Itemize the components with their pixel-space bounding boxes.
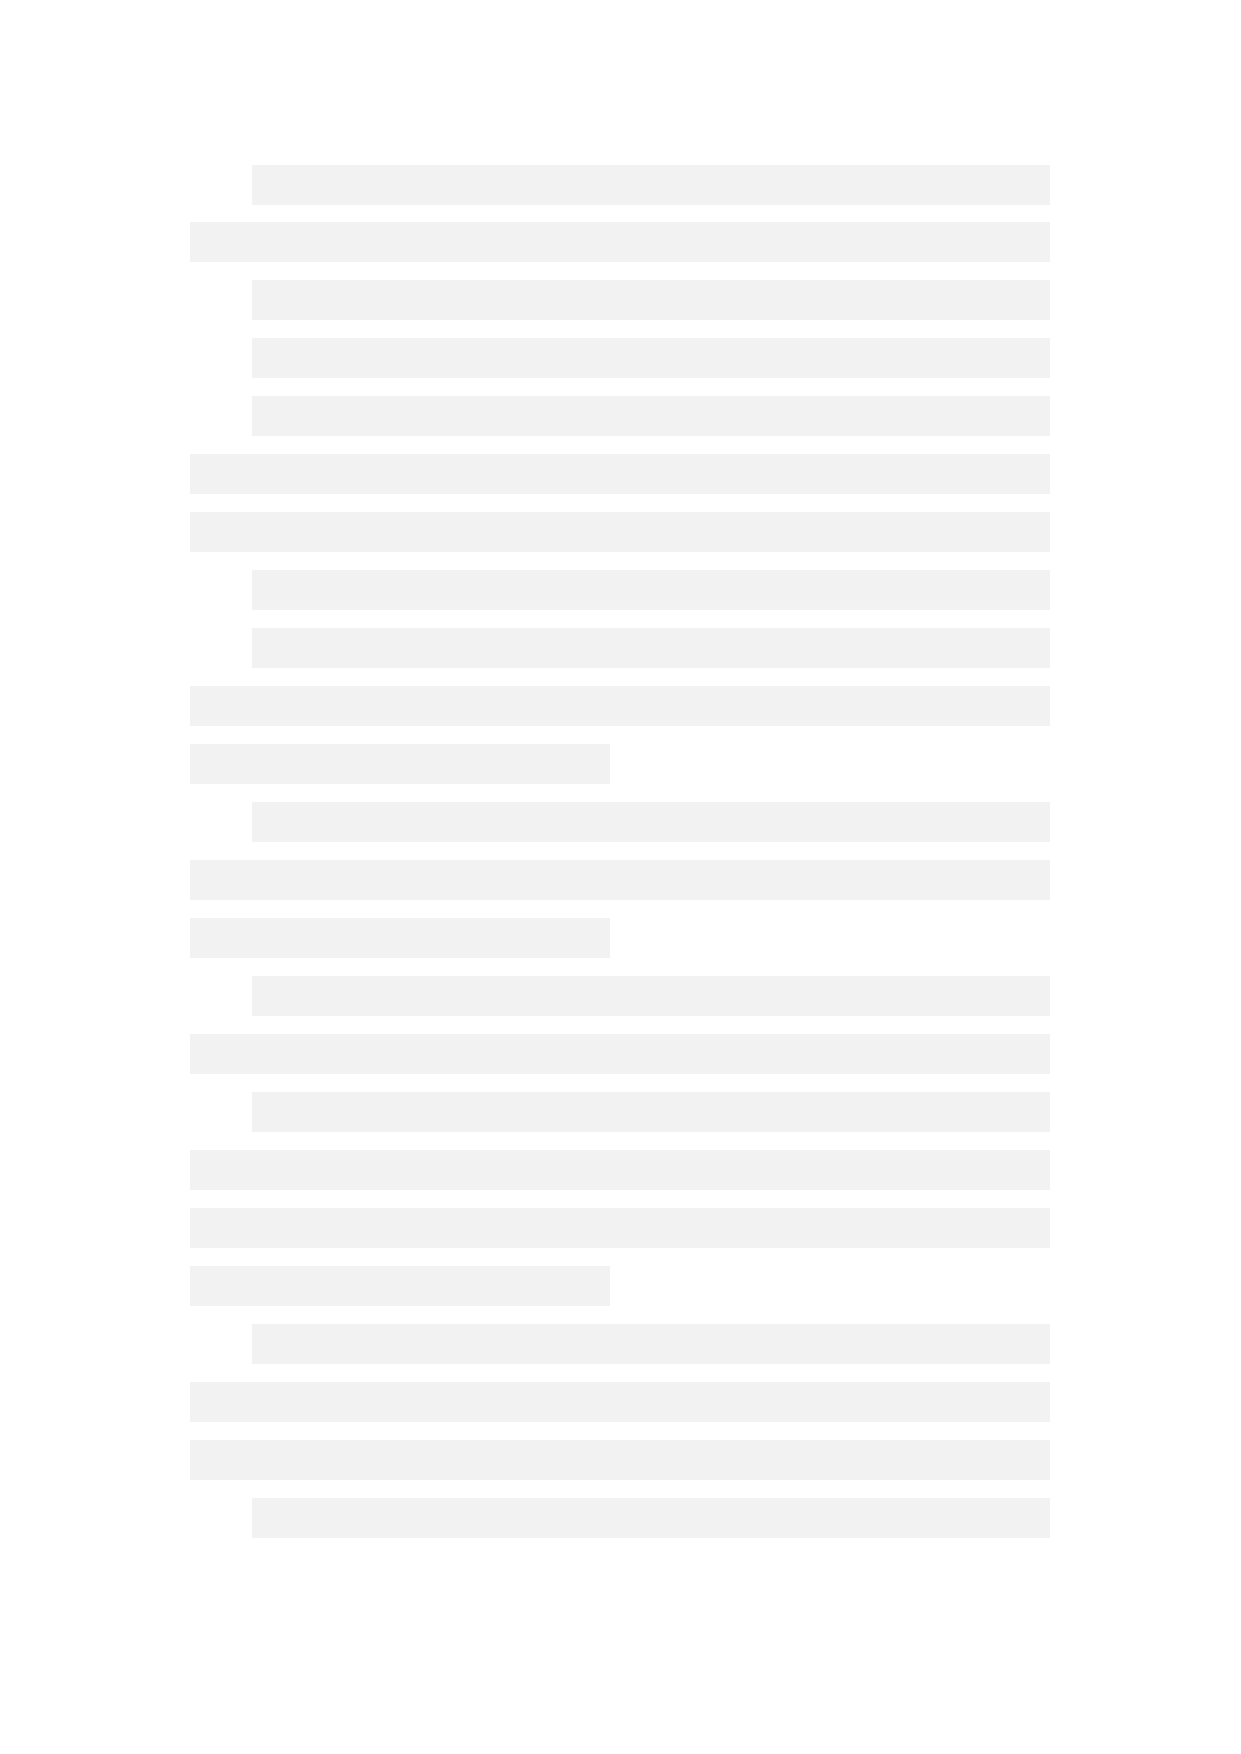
- text-line: [252, 570, 1050, 610]
- text-line: [252, 280, 1050, 320]
- text-line: [252, 338, 1050, 378]
- text-line: [190, 1440, 1050, 1480]
- text-line: [252, 396, 1050, 436]
- text-line: [190, 860, 1050, 900]
- text-line: [190, 454, 1050, 494]
- text-line: [190, 1382, 1050, 1422]
- text-line: [190, 1150, 1050, 1190]
- text-line: [252, 628, 1050, 668]
- text-line: [190, 222, 1050, 262]
- text-line: [190, 1208, 1050, 1248]
- text-line: [190, 512, 1050, 552]
- text-line: [252, 976, 1050, 1016]
- text-line: [190, 1034, 1050, 1074]
- text-line: [252, 1092, 1050, 1132]
- text-line: [190, 744, 610, 784]
- text-line: [252, 1324, 1050, 1364]
- text-line: [190, 918, 610, 958]
- text-line: [190, 686, 1050, 726]
- text-line: [252, 165, 1050, 205]
- text-line: [252, 802, 1050, 842]
- text-line: [252, 1498, 1050, 1538]
- text-line: [190, 1266, 610, 1306]
